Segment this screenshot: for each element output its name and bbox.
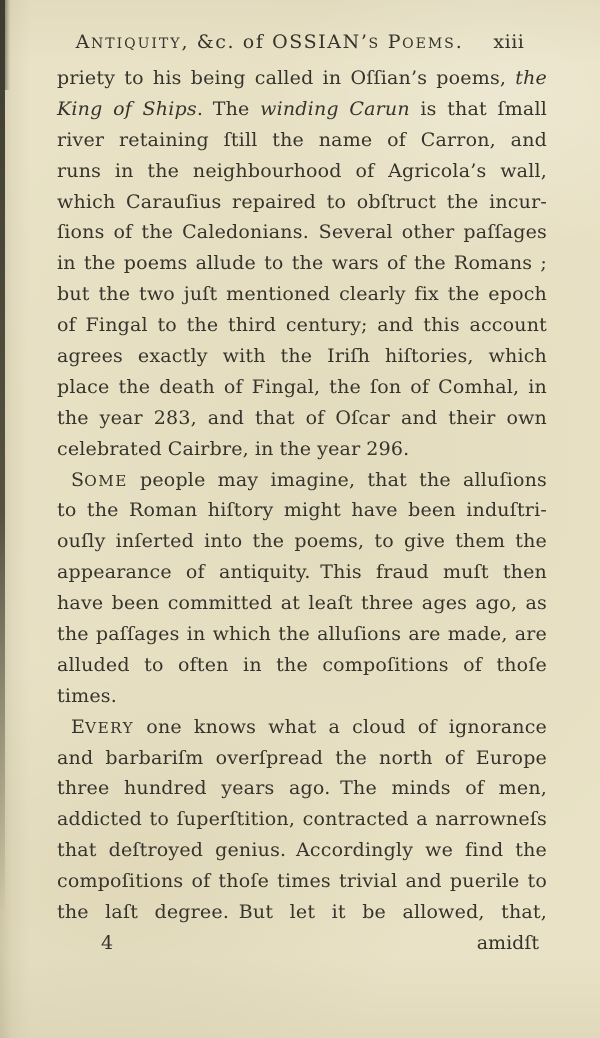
text-segment: which Carauſius repaired to obſtruct the incur- (57, 190, 547, 213)
text-segment: NTIQUITY (90, 36, 182, 52)
text-line (57, 557, 547, 588)
text-segment: of Fingal to the third century; and this account (57, 314, 547, 337)
signature-mark: 4 (101, 932, 114, 954)
text-segment: one knows what a cloud of ignorance (134, 715, 547, 738)
text-segment: addicted to ſuperſtition, contracted a narrowneſs (57, 808, 547, 831)
text-segment: priety to his being called in Oſſian’s poems, (57, 67, 516, 89)
text-segment: compoſitions of thoſe times trivial and puerile to (57, 870, 547, 893)
text-line (57, 310, 547, 341)
text-line (57, 63, 547, 94)
text-segment: , &c. of OSSIAN’ (181, 31, 369, 53)
text-segment: the laſt degree. But let it be allowed, that, (57, 901, 547, 924)
text-line (57, 619, 547, 650)
text-line (57, 681, 547, 712)
text-segment: King of Ships (57, 97, 197, 120)
text-segment: ouſly inſerted into the poems, to give them the (57, 530, 547, 553)
text-line (57, 156, 547, 187)
text-line (57, 866, 547, 897)
text-line (57, 187, 547, 218)
text-line (57, 804, 547, 835)
text-line (57, 403, 547, 434)
text-segment: is that ſmall (409, 97, 548, 120)
text-segment: runs in the neighbourhood of Agricola’s wall, (57, 159, 547, 182)
text-segment: OME (84, 471, 128, 490)
text-segment: in the poems allude to the wars of the Romans ; (57, 252, 547, 275)
text-segment: three hundred years ago. The minds of men, (57, 777, 547, 800)
text-segment: ſions of the Caledonians. Several other paſſages (57, 221, 547, 244)
text-line (57, 341, 547, 372)
text-segment: . (455, 31, 464, 53)
text-line (57, 372, 547, 403)
text-segment: A (75, 31, 91, 53)
text-segment: celebrated Cairbre, in the year 296. (57, 437, 410, 460)
catchword: amidſt (476, 932, 539, 954)
text-line (57, 94, 547, 125)
text-segment: S (368, 36, 381, 52)
text-line (57, 434, 547, 465)
text-line (57, 835, 547, 866)
text-line (57, 588, 547, 619)
text-line (57, 526, 547, 557)
text-segment: but the two juſt mentioned clearly fix the epoch (57, 283, 547, 306)
text-segment: people may imagine, that the alluſions (127, 468, 547, 491)
text-line (57, 743, 547, 774)
text-line (57, 712, 547, 743)
text-line (57, 897, 547, 928)
text-line (57, 217, 547, 248)
text-segment: . The (196, 97, 261, 120)
text-block (57, 63, 547, 928)
text-segment: P (380, 31, 403, 53)
text-line (57, 279, 547, 310)
text-segment: agrees exactly with the Iriſh hiſtories, which (57, 345, 547, 368)
text-segment: river retaining ſtill the name of Carron, and (57, 128, 547, 151)
text-segment: S (71, 468, 85, 491)
text-segment: the paſſages in which the alluſions are made, are (57, 623, 547, 646)
text-line (57, 125, 547, 156)
text-segment: place the death of Fingal, the ſon of Comhal, in (57, 375, 547, 398)
text-line (57, 495, 547, 526)
text-segment: have been committed at leaſt three ages ago, as (57, 592, 547, 615)
text-segment: and barbariſm overſpread the north of Europe (57, 746, 547, 769)
page-edge-shadow (0, 0, 5, 934)
text-line (57, 248, 547, 279)
running-header (0, 31, 600, 53)
header-title (76, 31, 464, 53)
text-segment: E (71, 715, 86, 738)
text-segment: to the Roman hiſtory might have been induſtri- (57, 499, 547, 522)
text-segment: times. (57, 684, 117, 707)
text-segment: the year 283, and that of Oſcar and their own (57, 406, 547, 429)
text-line (57, 465, 547, 496)
folio-number: xiii (493, 31, 525, 53)
text-line (57, 650, 547, 681)
text-segment: alluded to often in the compoſitions of thoſe (57, 653, 547, 676)
text-segment: OEMS (402, 36, 456, 52)
page-footer (57, 928, 547, 959)
text-line (57, 773, 547, 804)
text-segment: that deſtroyed genius. Accordingly we find the (57, 839, 547, 862)
text-segment: winding Carun (260, 97, 410, 120)
text-segment: appearance of antiquity. This fraud muſt then (57, 561, 547, 584)
text-segment: VERY (85, 718, 135, 737)
text-segment: the (515, 67, 547, 89)
